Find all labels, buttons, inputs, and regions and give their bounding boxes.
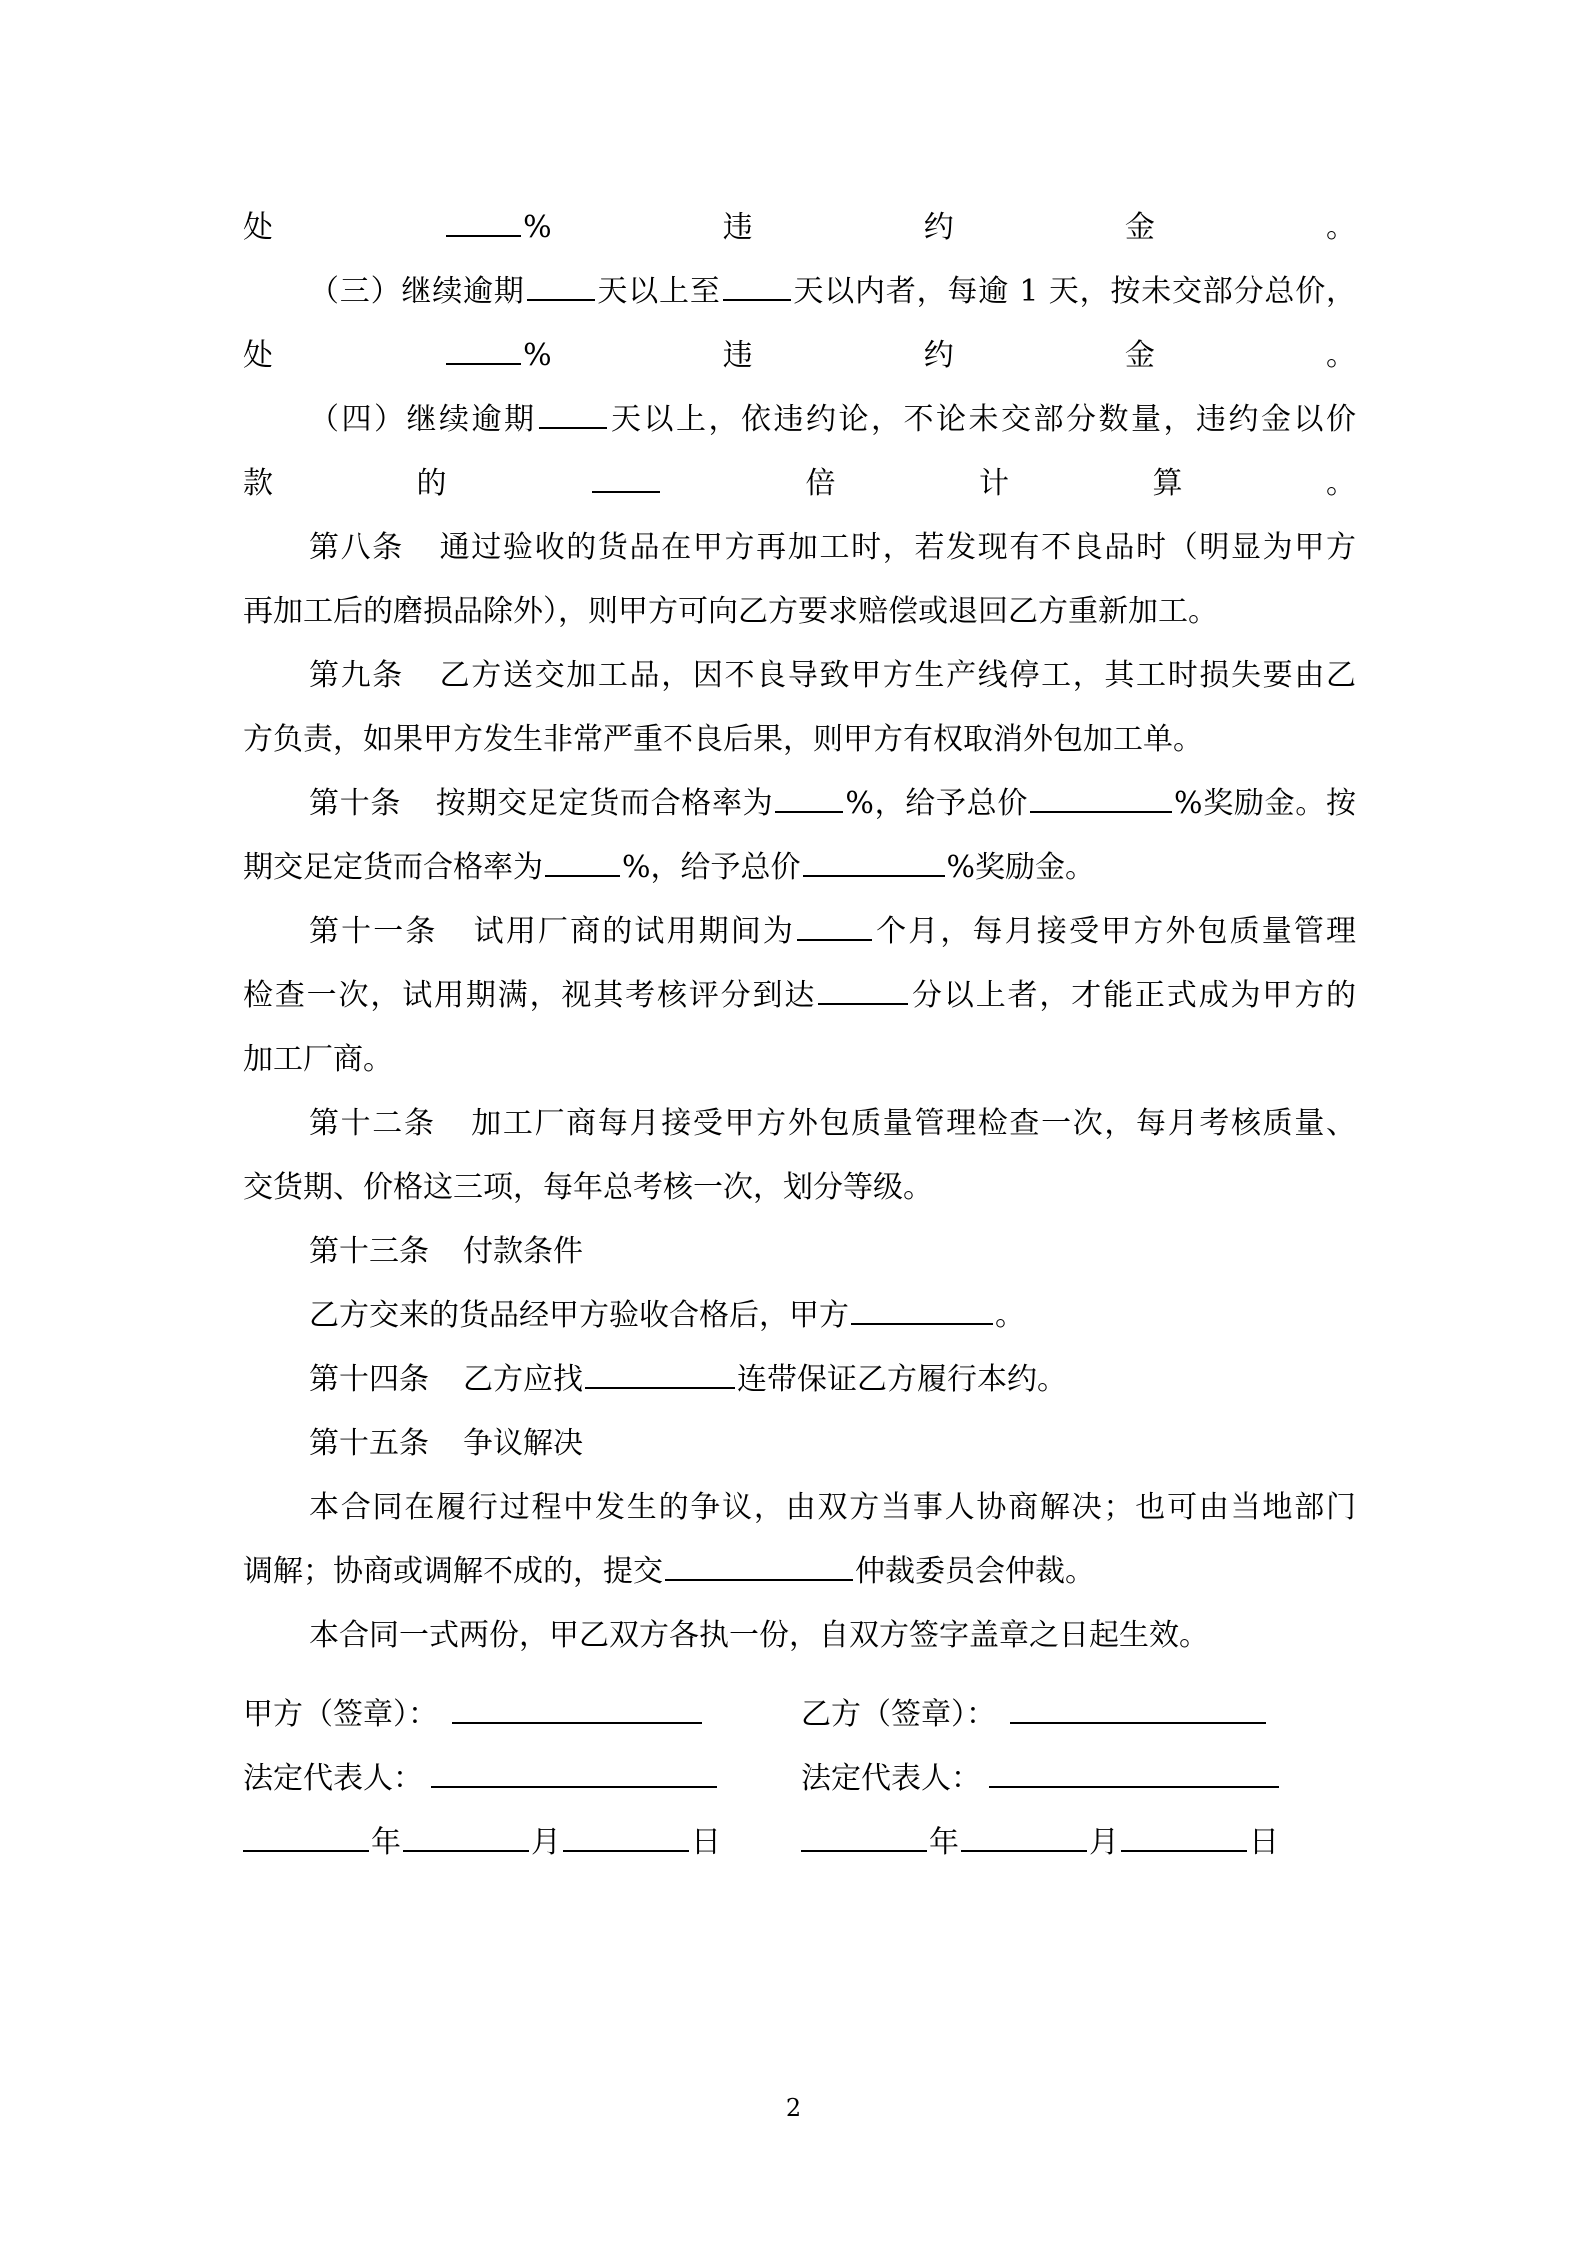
text-line — [243, 772, 1356, 836]
fill-in-blank — [851, 1289, 993, 1325]
fill-in-blank — [775, 777, 843, 813]
text-line — [243, 1476, 1356, 1540]
text-run: 再加工后的磨损品除外），则甲方可向乙方要求赔偿或退回乙方重新加工。 — [243, 594, 1218, 629]
text-run: %，给予总价 — [622, 850, 801, 885]
day-b-blank — [1121, 1816, 1247, 1852]
signature-row — [243, 1683, 1356, 1747]
fill-in-blank — [585, 1353, 735, 1389]
day-b-label: 日 — [1249, 1825, 1279, 1860]
contract-body — [243, 196, 1356, 1668]
text-run: 第八条 — [309, 530, 404, 565]
text-line — [243, 196, 1356, 260]
text-run: %违约金。 — [523, 210, 1357, 245]
text-run: 第十四条 — [309, 1362, 429, 1397]
party-b-label: 乙方（签章）： — [801, 1697, 996, 1732]
text-run: 款的 — [243, 466, 590, 501]
text-run: 期交足定货而合格率为 — [243, 850, 543, 885]
text-run: 仲裁委员会仲裁。 — [855, 1554, 1095, 1589]
fill-in-blank — [803, 841, 945, 877]
text-run: 调解；协商或调解不成的，提交 — [243, 1554, 663, 1589]
year-b-label: 年 — [929, 1825, 959, 1860]
party-b-blank — [1010, 1688, 1266, 1724]
rep-a-blank — [431, 1752, 717, 1788]
text-line — [243, 836, 1356, 900]
text-run: （三）继续逾期 — [309, 274, 525, 309]
text-line — [243, 1348, 1356, 1412]
text-run: 交货期、价格这三项，每年总考核一次，划分等级。 — [243, 1170, 933, 1205]
rep-b — [801, 1747, 1281, 1811]
text-line — [243, 1220, 1356, 1284]
text-run: 本合同在履行过程中发生的争议，由双方当事人协商解决；也可由当地部门 — [309, 1490, 1356, 1525]
text-run: 加工厂商。 — [243, 1042, 393, 1077]
day-a-blank — [563, 1816, 689, 1852]
text-run: 试用厂商的试用期间为 — [471, 914, 796, 949]
text-line — [243, 1092, 1356, 1156]
rep-b-label: 法定代表人： — [801, 1761, 981, 1796]
rep-a-label: 法定代表人： — [243, 1761, 423, 1796]
fill-in-blank — [527, 265, 595, 301]
text-run: 检查一次，试用期满，视其考核评分到达 — [243, 978, 817, 1013]
text-run: %奖励金。 — [946, 850, 1096, 885]
signature-block — [243, 1683, 1356, 1875]
page-number: 2 — [785, 2094, 802, 2122]
text-line — [243, 388, 1356, 452]
representative-row — [243, 1747, 1356, 1811]
text-line — [243, 580, 1356, 644]
day-a-label: 日 — [691, 1825, 721, 1860]
fill-in-blank — [592, 457, 660, 493]
rep-b-blank — [989, 1752, 1279, 1788]
text-line — [243, 708, 1356, 772]
text-run: 天以上至 — [596, 274, 721, 309]
text-run: 乙方送交加工品，因不良导致甲方生产线停工，其工时损失要由乙 — [437, 658, 1356, 693]
year-a-label: 年 — [371, 1825, 401, 1860]
fill-in-blank — [723, 265, 791, 301]
text-line — [243, 644, 1356, 708]
text-line — [243, 1284, 1356, 1348]
party-a-signature — [243, 1683, 704, 1747]
text-run: 通过验收的货品在甲方再加工时，若发现有不良品时（明显为甲方 — [437, 530, 1356, 565]
fill-in-blank — [797, 905, 872, 941]
text-line — [243, 1156, 1356, 1220]
text-line — [243, 1604, 1356, 1668]
party-a-blank — [452, 1688, 702, 1724]
fill-in-blank — [665, 1545, 853, 1581]
month-b-label: 月 — [1089, 1825, 1119, 1860]
month-a-label: 月 — [531, 1825, 561, 1860]
text-run: 。 — [995, 1298, 1025, 1333]
fill-in-blank — [446, 329, 521, 365]
text-line — [243, 516, 1356, 580]
fill-in-blank — [446, 201, 521, 237]
text-run: 分以上者，才能正式成为甲方的 — [910, 978, 1356, 1013]
text-run: 第十一条 — [309, 914, 438, 949]
text-run: 争议解决 — [463, 1426, 583, 1461]
text-run: 天以内者，每逾 1 天，按未交部分总价， — [792, 274, 1357, 309]
text-run: %，给予总价 — [845, 786, 1029, 821]
text-line — [243, 260, 1356, 324]
text-line — [243, 964, 1356, 1028]
text-run: 处 — [243, 210, 445, 245]
text-line — [243, 900, 1356, 964]
text-line — [243, 1028, 1356, 1092]
party-b-signature — [801, 1683, 1268, 1747]
text-run: 个月，每月接受甲方外包质量管理 — [874, 914, 1357, 949]
text-run: 本合同一式两份，甲乙双方各执一份，自双方签字盖章之日起生效。 — [309, 1618, 1209, 1653]
month-b-blank — [961, 1816, 1087, 1852]
text-run: %违约金。 — [523, 338, 1357, 373]
text-line — [243, 324, 1356, 388]
date-a — [243, 1811, 721, 1875]
year-b-blank — [801, 1816, 927, 1852]
text-line — [243, 1540, 1356, 1604]
text-run: 方负责，如果甲方发生非常严重不良后果，则甲方有权取消外包加工单。 — [243, 722, 1203, 757]
year-a-blank — [243, 1816, 369, 1852]
text-run: 乙方交来的货品经甲方验收合格后，甲方 — [309, 1298, 849, 1333]
text-run: 第十条 — [309, 786, 402, 821]
text-line — [243, 1412, 1356, 1476]
text-run: 处 — [243, 338, 445, 373]
text-run: 倍计算。 — [662, 466, 1356, 501]
text-run: %奖励金。按 — [1174, 786, 1356, 821]
fill-in-blank — [1030, 777, 1172, 813]
text-run: 连带保证乙方履行本约。 — [737, 1362, 1067, 1397]
rep-a — [243, 1747, 719, 1811]
text-run: 第十二条 — [309, 1106, 436, 1141]
text-run: 第九条 — [309, 658, 404, 693]
text-run: （四）继续逾期 — [309, 402, 537, 437]
fill-in-blank — [539, 393, 607, 429]
text-run: 天以上，依违约论，不论未交部分数量，违约金以价 — [608, 402, 1356, 437]
fill-in-blank — [545, 841, 620, 877]
text-run: 第十五条 — [309, 1426, 429, 1461]
fill-in-blank — [818, 969, 908, 1005]
text-run: 乙方应找 — [463, 1362, 583, 1397]
month-a-blank — [403, 1816, 529, 1852]
text-line — [243, 452, 1356, 516]
text-run: 第十三条 — [309, 1234, 429, 1269]
text-run: 加工厂商每月接受甲方外包质量管理检查一次，每月考核质量、 — [469, 1106, 1356, 1141]
date-row — [243, 1811, 1356, 1875]
text-run: 付款条件 — [463, 1234, 583, 1269]
text-run: 按期交足定货而合格率为 — [435, 786, 774, 821]
date-b — [801, 1811, 1279, 1875]
party-a-label: 甲方（签章）： — [243, 1697, 438, 1732]
